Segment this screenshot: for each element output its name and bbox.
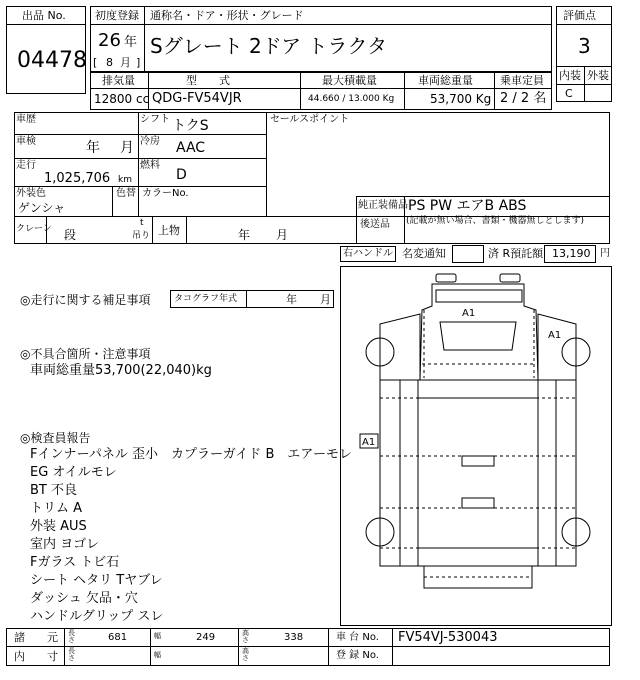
mileage-label: 走行 xyxy=(16,160,36,171)
model-name: Sグレート 2ドア トラクタ xyxy=(150,34,388,58)
inspector-label: ◎検査員報告 xyxy=(20,431,91,445)
ac-value: AAC xyxy=(176,140,206,156)
color-change-label: 色替 xyxy=(116,188,136,199)
inspector-line: シート ヘタリ Tヤブレ xyxy=(30,573,163,588)
gross-weight-label: 車両総重量 xyxy=(418,74,473,87)
color-no-label: カラーNo. xyxy=(142,188,189,199)
dims-label: 諸 元 xyxy=(14,631,58,644)
inspector-line: EG オイルモレ xyxy=(30,465,117,480)
displacement-label: 排気量 xyxy=(102,74,135,87)
fuel-value: D xyxy=(176,167,187,183)
inspector-line: 室内 ヨゴレ xyxy=(30,537,100,552)
reg-no-label: 登 録 No. xyxy=(336,650,379,661)
footer-box xyxy=(6,628,610,666)
reg-month: 8 xyxy=(106,56,113,69)
reg-year: 26 xyxy=(98,30,121,51)
model-code-value: QDG-FV54VJR xyxy=(152,91,242,106)
capacity-value: 2 / 2 名 xyxy=(500,91,547,106)
aftermarket-label: 後送品 xyxy=(360,219,390,230)
fuel-label: 燃料 xyxy=(140,160,160,171)
upper-year: 年 xyxy=(238,228,251,242)
inspection-label: 車検 xyxy=(16,136,36,147)
recycle-unit: 円 xyxy=(600,248,610,259)
reg-year-unit: 年 xyxy=(124,35,138,50)
height-label: 高さ xyxy=(242,629,249,644)
exterior-color-label: 外装色 xyxy=(16,188,46,199)
steering-value: 右ハンドル xyxy=(343,248,393,259)
width-value: 249 xyxy=(196,632,216,643)
reg-month-open: [ xyxy=(93,56,98,69)
exterior-color-value: ゲンシャ xyxy=(18,201,66,215)
driving-notes-label: ◎走行に関する補足事項 xyxy=(20,293,151,307)
upper-month: 月 xyxy=(276,228,289,242)
interior-value: C xyxy=(565,87,573,100)
inspector-line: ハンドルグリップ スレ xyxy=(30,609,164,624)
mileage-unit: km xyxy=(118,175,132,185)
exterior-label: 外装 xyxy=(587,69,609,82)
inner-height-label: 高さ xyxy=(242,647,249,662)
gross-weight-value: 53,700 Kg xyxy=(430,92,492,106)
inner-length-label: 長さ xyxy=(68,647,75,662)
name-change-label: 名変通知 xyxy=(402,247,446,260)
upper-label: 上物 xyxy=(158,224,180,237)
inspector-line: トリム A xyxy=(30,501,83,516)
width-label: 幅 xyxy=(154,632,161,640)
recycle-label: 済 R預託額 xyxy=(488,247,544,260)
history-label: 車歴 xyxy=(16,114,36,125)
inner-label: 内 寸 xyxy=(14,650,58,663)
mark-top: A1 xyxy=(462,308,476,319)
lot-number: 04478 xyxy=(17,48,87,73)
recycle-value: 13,190 xyxy=(552,247,591,260)
crane-t: t xyxy=(140,218,144,228)
name-change-box xyxy=(452,245,484,263)
tachograph-year: 年 xyxy=(286,293,297,306)
inspection-month: 月 xyxy=(120,140,134,156)
mark-side: A1 xyxy=(362,437,376,448)
reg-month-unit: 月 xyxy=(120,56,131,69)
max-load-value: 44.660 / 13.000 Kg xyxy=(308,94,395,104)
defects-label: ◎不具合箇所・注意事項 xyxy=(20,347,151,361)
inspection-year: 年 xyxy=(86,140,100,156)
model-code-label: 型 式 xyxy=(186,74,230,87)
inspector-line: Fインナーパネル 歪小 カプラーガイド B エアーモレ xyxy=(30,447,352,462)
mileage-value: 1,025,706 xyxy=(44,171,111,186)
grade-value: 3 xyxy=(578,34,591,58)
chassis-value: FV54VJ-530043 xyxy=(398,630,498,645)
crane-lift: 吊り xyxy=(132,231,151,241)
equipment-value: PS PW エアB ABS xyxy=(408,198,527,214)
equipment-label: 純正装備品 xyxy=(358,200,408,211)
chassis-label: 車 台 No. xyxy=(336,632,379,643)
ac-label: 冷房 xyxy=(140,136,160,147)
crane-label: クレーン xyxy=(16,224,52,234)
inspector-line: BT 不良 xyxy=(30,483,77,498)
shift-label: シフト xyxy=(140,114,170,125)
inspector-line: Fガラス トビ石 xyxy=(30,555,120,570)
crane-steps: 段 xyxy=(64,228,77,242)
length-label: 長さ xyxy=(68,629,75,644)
shift-value: トクS xyxy=(172,118,209,134)
inner-width-label: 幅 xyxy=(154,651,161,659)
inspector-line: 外装 AUS xyxy=(30,519,87,534)
mark-right: A1 xyxy=(548,330,562,341)
sales-point-label: セールスポイント xyxy=(270,114,350,125)
defects-text: 車両総重量53,700(22,040)kg xyxy=(30,363,212,378)
tachograph-month: 月 xyxy=(320,293,331,306)
aftermarket-note: (記載が無い場合、書類・機器無しとします) xyxy=(406,216,585,226)
lot-label: 出品 No. xyxy=(22,9,66,22)
height-value: 338 xyxy=(284,632,304,643)
grade-label: 評価点 xyxy=(563,9,596,22)
model-name-label: 通称名・ドア・形状・グレード xyxy=(150,9,304,22)
reg-month-close: ] xyxy=(136,56,141,69)
interior-label: 内装 xyxy=(559,69,581,82)
truck-diagram xyxy=(340,266,612,626)
first-reg-label: 初度登録 xyxy=(95,9,139,22)
displacement-value: 12800 cc xyxy=(94,92,150,106)
inspector-line: ダッシュ 欠品・穴 xyxy=(30,591,138,606)
capacity-label: 乗車定員 xyxy=(500,74,544,87)
length-value: 681 xyxy=(108,632,128,643)
max-load-label: 最大積載量 xyxy=(322,74,377,87)
tachograph-label: タコグラフ年式 xyxy=(174,294,238,304)
